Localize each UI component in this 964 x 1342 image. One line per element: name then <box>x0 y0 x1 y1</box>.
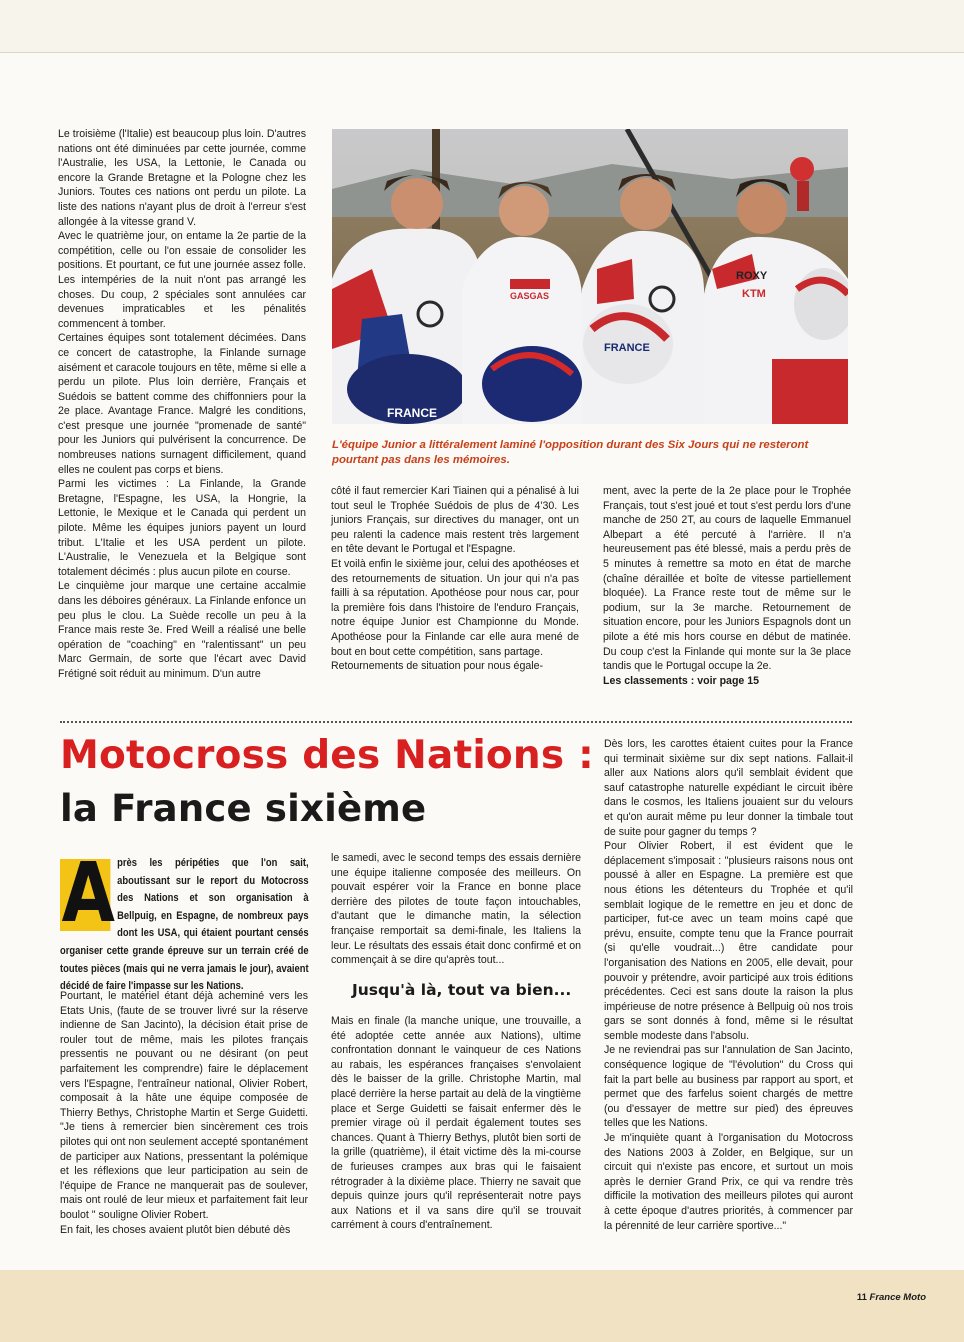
paragraph: En fait, les choses avaient plutôt bien débuté dès <box>60 1223 291 1236</box>
headline-line-2: la France sixième <box>60 787 427 830</box>
paragraph: Dès lors, les carottes étaient cuites pour la France qui terminait sixième sur dix sept nations. Fallait-il aller aux Nations alors qu'il semblait évident que sauf catastrophe naturelle expédiant le circuit ibère dans le cosmos, les Italiens jouaient sur du velours et qu'on aurait même pu leur donner la timbale tout de suite pour gagner du temps ? <box>604 738 853 838</box>
paragraph: Pour Olivier Robert, il est évident que le déplacement s'imposait : "plusieurs raisons nous ont poussé à aller en Espagne. La première est que nous étions les détenteurs du Trophée et qu'il semblait logique de le remettre en jeu et donc de participer, fut-ce avec un team moins capé que prévu, ensuite, compte tenu que la France pourrait (si qu'elle voudrait...) être candidate pour l'organisation des Nations en 2005, elle devait, pour pouvoir y prétendre, avoir participé aux trois éditions précédentes. Ceci est sans doute la raison la plus impérieuse de notre présence à Bellpuig où nos trois gars se sont donnés à fond, même si le résultat semble modeste dans l'absolu. <box>604 840 853 1042</box>
paragraph: Je m'inquiète quant à l'organisation du Motocross des Nations 2003 à Zolder, en Belgique, sur un circuit qui n'existe pas encore, et surtout un mois après le dernier Grand Prix, ce qui va rendre très difficile la motivation des meilleurs pilotes qui auront à cette époque d'autres priorités, à commencer par la pérennité de leur carrière sportive..." <box>604 1132 853 1232</box>
paragraph: côté il faut remercier Kari Tiainen qui a pénalisé à lui tout seul le Trophée Suédois de plus de 4'30. Les juniors Français, sur directives du manager, ont un peu ralenti la cadence mais restent très largement en tête devant le Portugal et l'Espagne. <box>331 485 579 556</box>
paragraph: Je ne reviendrai pas sur l'annulation de San Jacinto, conséquence logique de "l'évolution" du Cross qui fait la part belle au business par rapport au sport, et permet que des farfelus soient chargés de mettre (ou d'essayer de mettre sur pied) des épreuves telles que les Nations. <box>604 1044 853 1130</box>
paragraph: Mais en finale (la manche unique, une trouvaille, a été adoptée cette année aux Nations), ultime confrontation donnant le vainqueur de ces Nations au rabais, les espérances françaises s'envolaient dès le baisser de la grille. Christophe Martin, mal placé derrière la herse partait au delà de la vingtième place et Serge Guidetti se faisait enfermer dès le premier virage où il perdait également toutes ses chances. Quant à Thierry Bethys, plutôt bien sorti de la grille (quatrième), il était victime dès la mi-course de furieuses crampes aux bras qui le faisaient rétrograder à la dixième place. Thierry ne savait que depuis quinze jours qu'il représenterait notre pays aux Nations et il va sans dire qu'il se trouvait carrément à cours d'entraînement. <box>331 1015 581 1232</box>
paragraph: Le troisième (l'Italie) est beaucoup plus loin. D'autres nations ont été diminuées par cette journée, comme l'Australie, les USA, la Lettonie, le Canada ou encore la Grande Bretagne et la Pologne chez les Juniors. Toutes ces nations ont perdu un pilote. La liste des nations n'ayant plus de droit à l'erreur s'est allongée à la vitesse grand V. <box>58 128 306 228</box>
photo-caption: L'équipe Junior a littéralement laminé l'opposition durant des Six Jours qui ne resteront pourtant pas dans les mémoires. <box>332 439 809 466</box>
paragraph: Pourtant, le matériel étant déjà acheminé vers les Etats Unis, (faute de se trouver livré sur la réserve indienne de San Jacinto), la décision était prise de rouler tout de même, mais les pilotes français pressentis ne pouvant ou ne désirant (on peut parfaitement les comprendre) faire le déplacement vers l'Espagne, l'entraîneur national, Olivier Robert, composait à la hâte une équipe composée de Thierry Bethys, Christophe Martin et Serge Guidetti. "Je tiens à remercier bien sincèrement ces trois pilotes qui ont non seulement accepté spontanément de participer aux Nations, pressentant la polémique et les réflexions que leur participation au sein de l'équipe de France ne manquerait pas de soulever, mais ont roulé de leur mieux et parfaitement fait leur boulot " souligne Olivier Robert. <box>60 990 308 1221</box>
nations-column-3 <box>604 737 853 1233</box>
paragraph: Parmi les victimes : La Finlande, la Grande Bretagne, l'Espagne, les USA, la Hongrie, la Lettonie, le Mexique et le Canada qui perdent un pilote. Même les équipes juniors payent un lourd tribut. L'Italie et les USA perdent un pilote. L'Australie, le Venezuela et la Belgique sont totalement décimés : plus aucun pilote en course. <box>58 478 306 578</box>
paragraph: Retournements de situation pour nous égale- <box>331 660 544 673</box>
article-column-2 <box>331 484 579 674</box>
nations-column-1 <box>60 989 308 1237</box>
svg-text:GASGAS: GASGAS <box>510 291 550 301</box>
paragraph: Et voilà enfin le sixième jour, celui des apothéoses et des retournements de situation. Un jour qui n'a pas failli à sa réputation. Apothéose pour nous car, pour la première fois dans l'histoire de l'enduro Français, notre équipe Junior est Championne du Monde. Apothéose pour la Finlande car elle aura mené de bout en bout cette compétition, sans partage. <box>331 557 579 658</box>
paragraph: Le cinquième jour marque une certaine accalmie dans les déboires généraux. La Finlande enfonce un peu plus le clou. La Suède recolle un peu à la France mais reste 3e. Fred Weill a réalisé une belle opération de "coaching" en "ralentissant" un peu Marc Germain, de sorte que l'écart avec David Frétigné soit réduit au minimum. D'un autre <box>58 580 306 680</box>
svg-text:ROXY: ROXY <box>736 270 768 282</box>
page-number: 11 <box>856 1292 867 1303</box>
subheading: Jusqu'à là, tout va bien... <box>352 981 572 999</box>
page-bottom-band <box>0 1270 964 1342</box>
page-top-band <box>0 0 964 53</box>
magazine-name: France Moto <box>869 1292 926 1303</box>
svg-text:FRANCE: FRANCE <box>387 406 437 420</box>
article-lede <box>60 846 309 996</box>
nations-column-2-continued <box>331 1014 581 1233</box>
drop-cap: A <box>61 846 115 941</box>
article-column-3 <box>603 484 851 688</box>
paragraph: Avec le quatrième jour, on entame la 2e partie de la compétition, celle ou l'on essaie de consolider les positions. Et pourtant, ce fut une journée assez folle. Les intempéries de la nuit n'ont pas arrangé les choses. Du coup, 2 spéciales sont annulées car devenues impraticables et les pénalités commencent à tomber. <box>58 230 306 330</box>
svg-text:KTM: KTM <box>742 288 766 300</box>
team-photo-illustration <box>332 129 848 424</box>
paragraph: le samedi, avec le second temps des essais dernière une équipe italienne composée des meilleurs. On pouvait espérer voir la France en bonne place derrière des pilotes de toute façon intouchables, d'autant que le dimanche matin, la sélection française remportait sa demi-finale, les Italiens la leur. Le résultats des essais était donc confirmé et on commençait à se dire qu'après tout... <box>331 852 581 967</box>
lede-text: près les péripéties que l'on sait, aboutissant sur le report du Motocross des Nations et son organisation à Bellpuig, en Espagne, de nombreux pays dont les USA, qui étaient pourtant censés organiser cette grande épreuve sur un terrain créé de toutes pièces (mais qui ne verra jamais le jour), avaient décidé de faire l'impasse sur les Nations. <box>60 857 309 993</box>
team-photo <box>332 129 848 424</box>
svg-text:FRANCE: FRANCE <box>604 342 650 354</box>
section-divider <box>60 721 852 723</box>
classements-reference: Les classements : voir page 15 <box>603 674 760 687</box>
article-column-1 <box>58 127 306 682</box>
paragraph: Certaines équipes sont totalement décimées. Dans ce concert de catastrophe, la Finlande surnage aisément et caracole toujours en tête, même si elle a perdu un pilote. Plus loin derrière, Français et Suédois se battent comme des chiffonniers pour la 2e place. Avantage France. Malgré les conditions, c'est presque une journée "promenade de santé" pour les Juniors qui pulvérisent la concurrence. De nombreuses nations surnagent difficilement, quand elles ne coulent pas corps et biens. <box>58 332 306 476</box>
nations-column-2 <box>331 851 581 968</box>
page-footer <box>857 1292 926 1303</box>
headline-line-1: Motocross des Nations : <box>60 733 594 778</box>
paragraph: ment, avec la perte de la 2e place pour le Trophée Français, tout s'est joué et tout s'est perdu lors d'une manche de 250 2T, au cours de laquelle Emmanuel Albepart a été percuté à l'arrière. Il n'a heureusement pas été blessé, mais a perdu près de 5 minutes à remettre sa moto en état de marche (chaîne déraillée et boîte de vitesse partiellement bloquée). La France reste tout de même sur le podium, sur la 3e marche. Retournement de situation encore, pour les Juniors Espagnols dont un pilote a été mis hors course en début de matinée. Du coup c'est la Finlande qui monte sur la 3e place tandis que le Portugal occupe la 2e. <box>603 485 851 673</box>
